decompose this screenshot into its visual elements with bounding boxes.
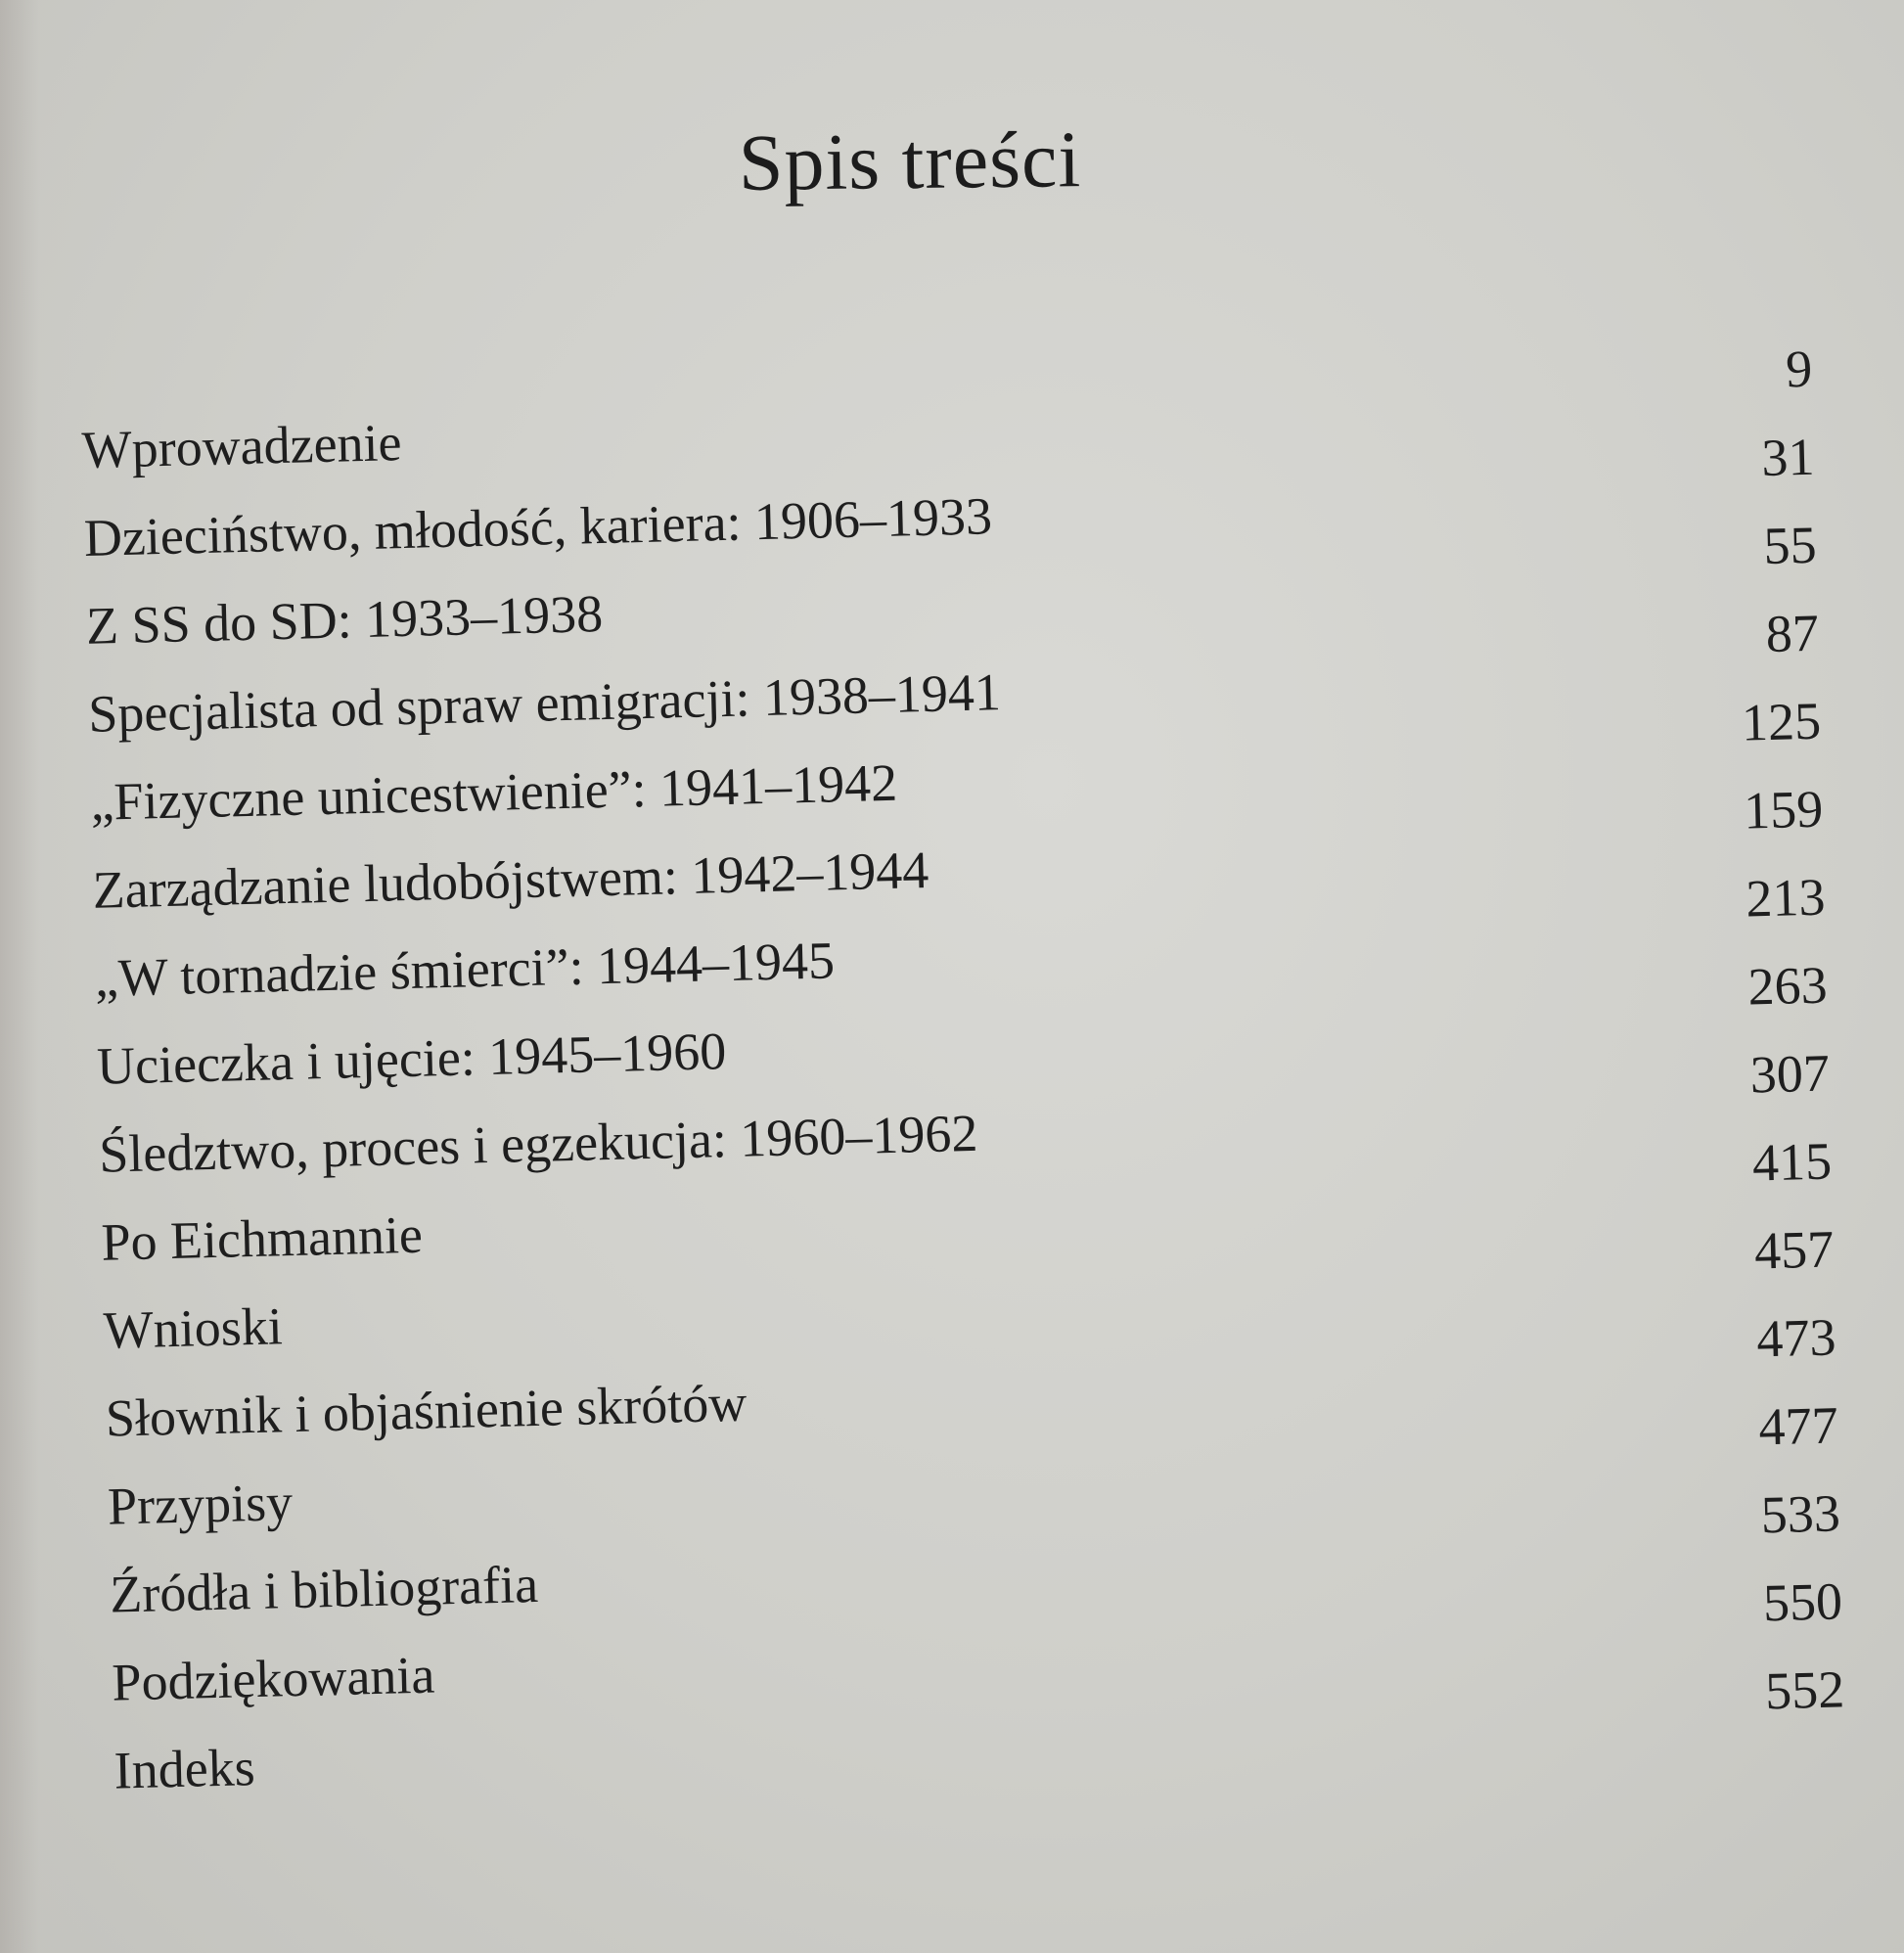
toc-entry-title: Z SS do SD: 1933–1938 <box>85 584 604 656</box>
page-title: Spis treści <box>738 114 1082 207</box>
toc-entry-title: Wprowadzenie <box>80 413 403 479</box>
toc-entry-title: Po Eichmannie <box>100 1204 424 1272</box>
toc-entry-page: 533 <box>1760 1483 1841 1545</box>
toc-entry-title: Zarządzanie ludobójstwem: 1942–1944 <box>91 840 929 920</box>
toc-entry-page: 477 <box>1757 1395 1839 1457</box>
toc-entry-page: 87 <box>1765 603 1820 663</box>
toc-entry-title: „Fizyczne unicestwienie”: 1941–1942 <box>89 752 898 832</box>
toc-entry-title: Źródła i bibliografia <box>109 1554 539 1624</box>
toc-entry-title: Podziękowania <box>111 1645 436 1712</box>
toc-entry-page: 263 <box>1746 955 1829 1017</box>
toc-entry-title: Śledztwo, proces i egzekucja: 1960–1962 <box>98 1103 979 1184</box>
toc-entry-page: 307 <box>1749 1043 1831 1105</box>
toc-entry-title: Specjalista od spraw emigracji: 1938–1941 <box>87 662 1002 744</box>
toc-entry-title: Dzieciństwo, młodość, kariera: 1906–1933 <box>83 486 993 568</box>
table-of-contents <box>80 339 1846 1800</box>
toc-entry-page: 55 <box>1762 515 1818 576</box>
toc-entry-page: 9 <box>1785 339 1813 399</box>
toc-entry-title: Słownik i objaśnienie skrótów <box>105 1373 748 1448</box>
toc-entry-title: Wnioski <box>102 1296 284 1360</box>
toc-entry-page: 159 <box>1743 779 1824 840</box>
toc-entry-page: 31 <box>1760 427 1816 488</box>
toc-entry-title: „W tornadzie śmierci”: 1944–1945 <box>94 931 836 1008</box>
toc-entry-page: 473 <box>1755 1307 1837 1369</box>
toc-entry-title: Przypisy <box>107 1473 294 1536</box>
toc-entry-page: 213 <box>1745 867 1827 929</box>
toc-entry-page: 125 <box>1741 691 1822 752</box>
toc-entry-title: Indeks <box>113 1738 256 1800</box>
toc-entry-title: Ucieczka i ujęcie: 1945–1960 <box>96 1022 727 1096</box>
toc-entry-page: 415 <box>1751 1131 1833 1193</box>
toc-entry-page: 550 <box>1762 1571 1843 1633</box>
toc-entry-page: 552 <box>1764 1659 1845 1721</box>
toc-entry-page: 457 <box>1753 1219 1835 1281</box>
